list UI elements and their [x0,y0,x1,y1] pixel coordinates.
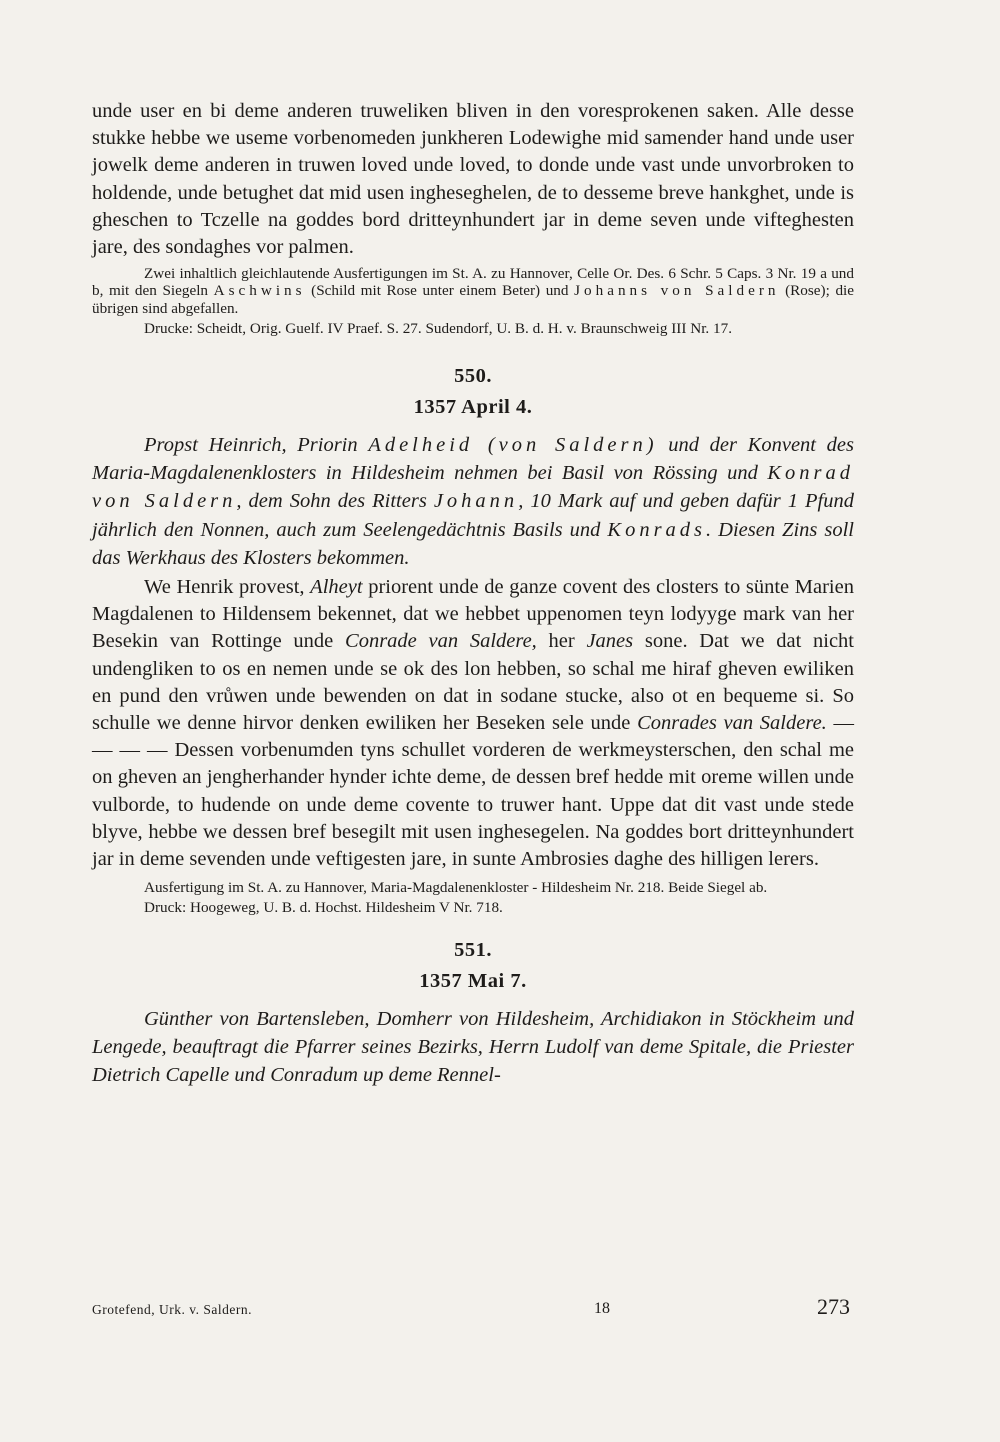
source-note: Zwei inhaltlich gleichlautende Ausfertigungen im St. A. zu Hannover, Celle Or. Des. 6 Schr. 5 Caps. 3 Nr. 19 a und b, mit den Siegeln Aschwins (Schild mit Rose unter einem Beter) und Johanns von Saldern (Rose); die übrigen sind abgefallen. [92,265,855,317]
print-note: Drucke: Scheidt, Orig. Guelf. IV Praef. S. 27. Sudendorf, U. B. d. H. v. Braunschweig III Nr. 17. [144,319,732,337]
continuation-paragraph: unde user en bi deme anderen truweliken bliven in den voresprokenen saken. Alle desse stukke hebbe we useme vorbenomeden junkheren Lodewighe mid samender hand unde user jowelk deme anderen in truwen loved unde loved, to donde unde vast unde unvorbroken to holdende, unde betughet dat mid usen ingheseghelen, de to desseme breve hankghet, unde is gheschen to Tczelle na goddes bord dritteynhundert jar in deme seven unde vifteghesten jare, des sondaghes vor palmen. [92,100,854,259]
regest-summary: Propst Heinrich, Priorin Adelheid (von Saldern) und der Konvent des Maria-Magdalenenklosters in Hildesheim nehmen bei Basil von Rössing und Konrad von Saldern, dem Sohn des Ritters Johann, 10 Mark auf und geben dafür 1 Pfund jährlich den Nonnen, auch zum Seelengedächtnis Basils und Konrads. Diesen Zins soll das Werkhaus des Klosters bekommen. [92,434,854,569]
document-date: 1357 Mai 7. [419,969,527,992]
footer-title: Grotefend, Urk. v. Saldern. [92,1302,252,1317]
source-note: Ausfertigung im St. A. zu Hannover, Maria-Magdalenenkloster - Hildesheim Nr. 218. Beide Siegel ab. [144,879,768,897]
charter-text: We Henrik provest, Alheyt priorent unde de ganze covent des closters to sünte Marien Magdalenen to Hildensem bekennet, dat we hebbet uppenomen teyn lodyyge mark van her Besekin van Rottinge unde Conrade van Saldere, her Janes sone. Dat we dat nicht undengliken to os en nemen unde se ok des lon hebben, so schal me hiraf gheven ewiliken en pund den vrůwen unde bewenden on dat in sodane stucke, also ot en bequeme si. So schulle we denne hirvor denken ewiliken her Beseken sele unde Conrades van Saldere. — — — — Dessen vorbenumden tyns schullet vorderen de werkmeysterschen, den schal me on gheven an jengherhander hynder ichte deme, de dessen bref hedde mit oreme willen unde vulborde, to hudende on unde deme covente to truwer hant. Uppe dat dit vast unde stede blyve, hebbe we dessen bref besegilt mit usen inghesegelen. Na goddes bort dritteynhundert jar in deme sevenden unde veftigesten jare, in sunte Ambrosies daghe des hilligen lerers. [92,576,855,871]
document-number: 551. [454,938,492,961]
page-number: 273 [817,1294,850,1319]
print-note: Druck: Hoogeweg, U. B. d. Hochst. Hildesheim V Nr. 718. [144,899,503,917]
page-footer [92,1294,854,1324]
document-number: 550. [454,365,492,388]
regest-summary: Günther von Bartensleben, Domherr von Hildesheim, Archidiakon in Stöckheim und Lengede, beauftragt die Pfarrer seines Bezirks, Herrn Ludolf van deme Spitale, die Priester Dietrich Capelle und Conradum up deme Rennel- [92,1007,854,1087]
document-date: 1357 April 4. [413,396,533,419]
page-content [92,98,854,1089]
signature-mark: 18 [594,1300,610,1317]
